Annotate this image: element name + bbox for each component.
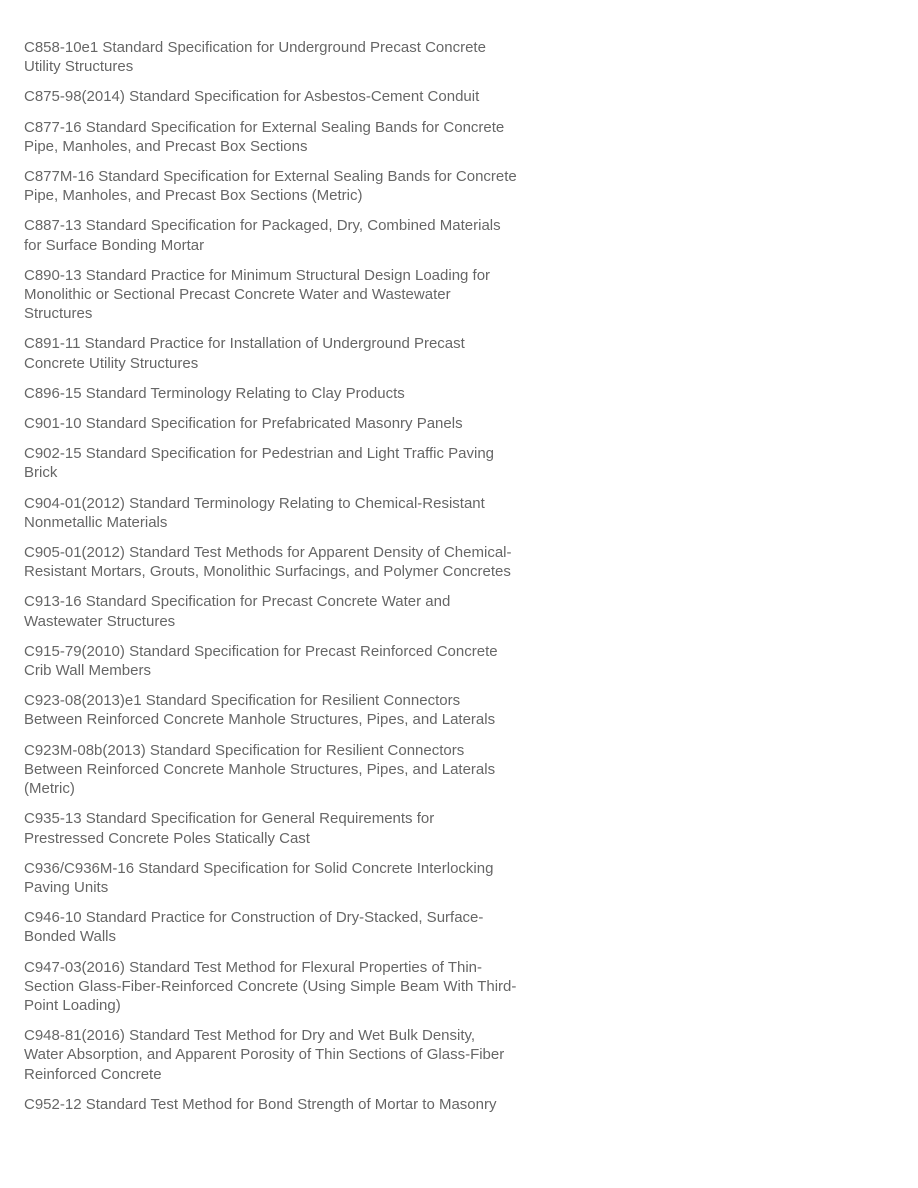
- list-item: C913-16 Standard Specification for Precast Concrete Water and Wastewater Structures: [24, 593, 451, 630]
- list-item: C901-10 Standard Specification for Prefabricated Masonry Panels: [24, 415, 463, 433]
- list-item: C923-08(2013)e1 Standard Specification for Resilient Connectors Between Reinforced Concrete Manhole Structures, Pipes, and Laterals: [24, 692, 496, 729]
- list-item: C915-79(2010) Standard Specification for Precast Reinforced Concrete Crib Wall Members: [24, 642, 498, 680]
- list-item: C936/C936M-16 Standard Specification for Solid Concrete Interlocking Paving Units: [24, 859, 494, 896]
- list-item: C948-81(2016) Standard Test Method for Dry and Wet Bulk Density, Water Absorption, and Apparent Porosity of Thin Sections of Glass-Fiber Reinforced Concrete: [24, 1027, 505, 1083]
- list-item: C946-10 Standard Practice for Construction of Dry-Stacked, Surface- Bonded Walls: [24, 909, 484, 946]
- list-item: C923M-08b(2013) Standard Specification for Resilient Connectors Between Reinforced Concrete Manhole Structures, Pipes, and Laterals (Metric): [24, 741, 496, 798]
- list-item: C890-13 Standard Practice for Minimum Structural Design Loading for Monolithic or Sectional Precast Concrete Water and Wastewater Structures: [24, 266, 491, 323]
- list-item: C891-11 Standard Practice for Installation of Underground Precast Concrete Utility Structures: [24, 335, 465, 372]
- list-item: C877-16 Standard Specification for External Sealing Bands for Concrete Pipe, Manholes, and Precast Box Sections: [24, 118, 505, 155]
- list-item: C947-03(2016) Standard Test Method for Flexural Properties of Thin- Section Glass-Fiber-Reinforced Concrete (Using Simple Beam With Third- Point Loading): [24, 958, 517, 1014]
- list-item: C877M-16 Standard Specification for External Sealing Bands for Concrete Pipe, Manholes, and Precast Box Sections (Metric): [24, 168, 517, 205]
- list-item: C858-10e1 Standard Specification for Underground Precast Concrete Utility Structures: [24, 39, 486, 76]
- list-item: C935-13 Standard Specification for General Requirements for Prestressed Concrete Poles Statically Cast: [24, 810, 435, 847]
- list-item: C905-01(2012) Standard Test Methods for Apparent Density of Chemical- Resistant Mortars, Grouts, Monolithic Surfacings, and Polymer Concretes: [24, 544, 512, 581]
- list-item: C875-98(2014) Standard Specification for Asbestos-Cement Conduit: [24, 88, 480, 106]
- list-item: C904-01(2012) Standard Terminology Relating to Chemical-Resistant Nonmetallic Materials: [24, 494, 485, 531]
- list-item: C902-15 Standard Specification for Pedestrian and Light Traffic Paving Brick: [24, 445, 495, 482]
- list-item: C887-13 Standard Specification for Packaged, Dry, Combined Materials for Surface Bonding Mortar: [24, 217, 501, 254]
- standards-list: [24, 38, 554, 1125]
- list-item: C896-15 Standard Terminology Relating to Clay Products: [24, 384, 405, 402]
- list-item: C952-12 Standard Test Method for Bond Strength of Mortar to Masonry: [24, 1095, 497, 1113]
